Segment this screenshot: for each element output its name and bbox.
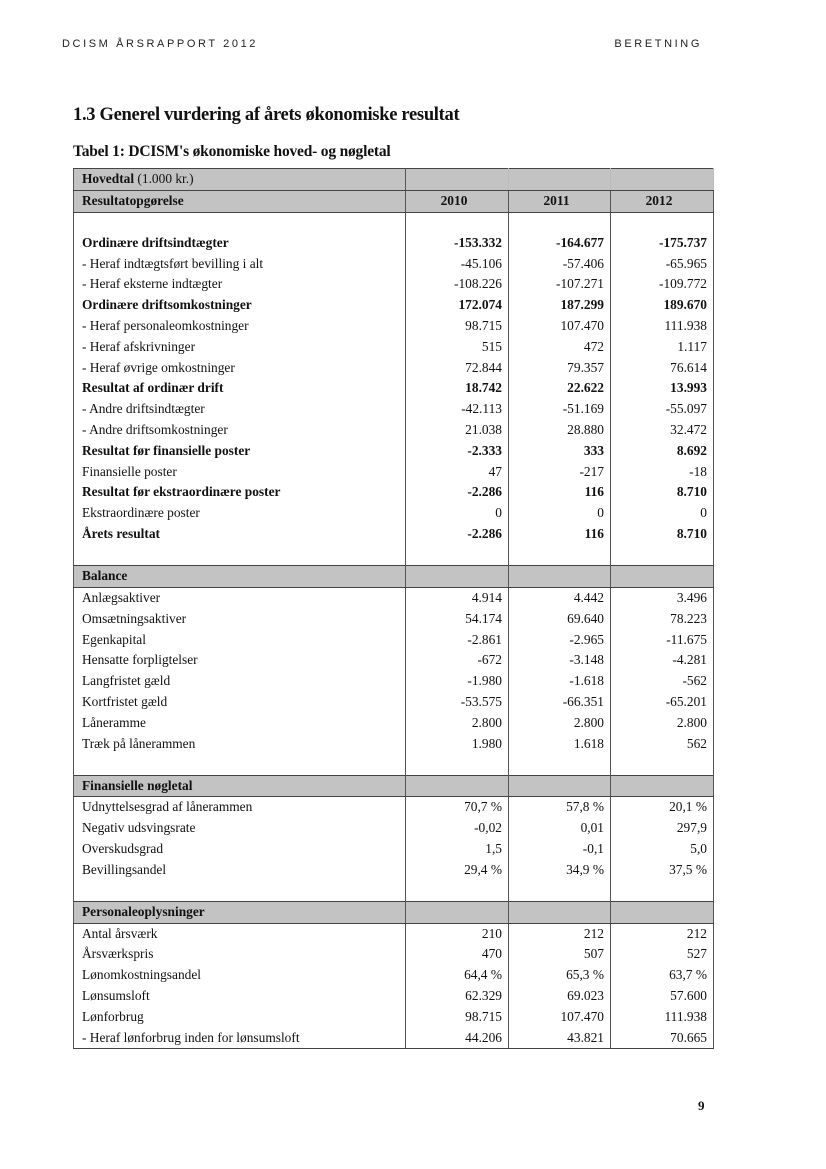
value-2010: 62.329 xyxy=(406,986,509,1007)
value-2011: -0,1 xyxy=(509,839,611,860)
section-header: Finansielle nøgletal xyxy=(74,775,406,797)
table-row xyxy=(74,944,714,965)
value-2011: 107.470 xyxy=(509,316,611,337)
table-row xyxy=(74,713,714,734)
value-2012: 562 xyxy=(611,734,714,755)
row-label: Langfristet gæld xyxy=(74,671,406,692)
value-2011: 4.442 xyxy=(509,587,611,608)
section-header: Balance xyxy=(74,566,406,588)
value-2010: 172.074 xyxy=(406,295,509,316)
row-label: - Heraf øvrige omkostninger xyxy=(74,358,406,379)
row-label: Finansielle poster xyxy=(74,462,406,483)
row-label: Lønomkostningsandel xyxy=(74,965,406,986)
value-2011: 34,9 % xyxy=(509,860,611,881)
value-2012: -4.281 xyxy=(611,650,714,671)
table-row xyxy=(74,986,714,1007)
value-2012: -18 xyxy=(611,462,714,483)
value-2012: 111.938 xyxy=(611,316,714,337)
table-row xyxy=(74,609,714,630)
value-2012: 78.223 xyxy=(611,609,714,630)
value-2010: 0 xyxy=(406,503,509,524)
table-row xyxy=(74,860,714,881)
row-label: Træk på lånerammen xyxy=(74,734,406,755)
value-2012: 1.117 xyxy=(611,337,714,358)
row-label: - Andre driftsindtægter xyxy=(74,399,406,420)
value-2012: 57.600 xyxy=(611,986,714,1007)
value-2011: 107.470 xyxy=(509,1007,611,1028)
table-row xyxy=(74,630,714,651)
value-2012: 297,9 xyxy=(611,818,714,839)
value-2012: -175.737 xyxy=(611,233,714,254)
row-label: - Heraf afskrivninger xyxy=(74,337,406,358)
table-row xyxy=(74,399,714,420)
table-row xyxy=(74,420,714,441)
table-row xyxy=(74,441,714,462)
value-2012: 32.472 xyxy=(611,420,714,441)
value-2011: 2.800 xyxy=(509,713,611,734)
table-title-bold: Hovedtal xyxy=(82,171,135,186)
value-2011: 79.357 xyxy=(509,358,611,379)
row-label: Udnyttelsesgrad af lånerammen xyxy=(74,797,406,818)
section-header-resultatopgorelse: Resultatopgørelse xyxy=(74,190,406,212)
value-2010: 70,7 % xyxy=(406,797,509,818)
value-2010: 1.980 xyxy=(406,734,509,755)
table-row xyxy=(74,358,714,379)
row-label: Kortfristet gæld xyxy=(74,692,406,713)
running-header-section: BERETNING xyxy=(614,38,702,50)
value-2010: 21.038 xyxy=(406,420,509,441)
value-2011: 212 xyxy=(509,923,611,944)
row-label: - Heraf indtægtsført bevilling i alt xyxy=(74,254,406,275)
value-2010: 47 xyxy=(406,462,509,483)
value-2011: 0 xyxy=(509,503,611,524)
spacer-row xyxy=(74,754,714,775)
row-label: Resultat af ordinær drift xyxy=(74,378,406,399)
table-row xyxy=(74,274,714,295)
value-2012: 13.993 xyxy=(611,378,714,399)
section-title: 1.3 Generel vurdering af årets økonomiske resultat xyxy=(73,105,460,125)
page-number: 9 xyxy=(698,1098,705,1113)
section-header: Personaleoplysninger xyxy=(74,901,406,923)
value-2012: -65.965 xyxy=(611,254,714,275)
row-label: Negativ udsvingsrate xyxy=(74,818,406,839)
value-2012: 527 xyxy=(611,944,714,965)
value-2012: 8.692 xyxy=(611,441,714,462)
table-row xyxy=(74,965,714,986)
row-label: Ordinære driftsomkostninger xyxy=(74,295,406,316)
value-2010: -672 xyxy=(406,650,509,671)
table-row xyxy=(74,734,714,755)
row-label: - Heraf personaleomkostninger xyxy=(74,316,406,337)
table-row xyxy=(74,295,714,316)
value-2012: 5,0 xyxy=(611,839,714,860)
row-label: - Andre driftsomkostninger xyxy=(74,420,406,441)
value-2011: 69.023 xyxy=(509,986,611,1007)
value-2011: 57,8 % xyxy=(509,797,611,818)
row-label: Lønsumsloft xyxy=(74,986,406,1007)
value-2011: 69.640 xyxy=(509,609,611,630)
table-row xyxy=(74,316,714,337)
value-2012: 111.938 xyxy=(611,1007,714,1028)
value-2010: 64,4 % xyxy=(406,965,509,986)
value-2010: 210 xyxy=(406,923,509,944)
table-row xyxy=(74,923,714,944)
value-2012: 8.710 xyxy=(611,524,714,545)
value-2011: -66.351 xyxy=(509,692,611,713)
table-title xyxy=(74,169,406,191)
row-label: Omsætningsaktiver xyxy=(74,609,406,630)
table-row xyxy=(74,337,714,358)
value-2011: 116 xyxy=(509,482,611,503)
table-row xyxy=(74,462,714,483)
table-row xyxy=(74,818,714,839)
value-2011: 43.821 xyxy=(509,1028,611,1049)
table-title-row xyxy=(74,169,714,191)
value-2011: 1.618 xyxy=(509,734,611,755)
value-2011: 116 xyxy=(509,524,611,545)
value-2010: -153.332 xyxy=(406,233,509,254)
section-header-row xyxy=(74,566,714,588)
value-2012: 63,7 % xyxy=(611,965,714,986)
value-2011: 28.880 xyxy=(509,420,611,441)
table-row xyxy=(74,1007,714,1028)
spacer-row xyxy=(74,881,714,902)
value-2012: -109.772 xyxy=(611,274,714,295)
value-2012: 20,1 % xyxy=(611,797,714,818)
row-label: - Heraf lønforbrug inden for lønsumsloft xyxy=(74,1028,406,1049)
value-2011: -2.965 xyxy=(509,630,611,651)
value-2010: -42.113 xyxy=(406,399,509,420)
value-2012: -55.097 xyxy=(611,399,714,420)
value-2010: -2.286 xyxy=(406,524,509,545)
value-2012: 8.710 xyxy=(611,482,714,503)
value-2011: -1.618 xyxy=(509,671,611,692)
table-row xyxy=(74,482,714,503)
value-2011: -164.677 xyxy=(509,233,611,254)
table-row xyxy=(74,839,714,860)
value-2012: 2.800 xyxy=(611,713,714,734)
table-row xyxy=(74,378,714,399)
value-2010: -0,02 xyxy=(406,818,509,839)
value-2012: 70.665 xyxy=(611,1028,714,1049)
value-2010: -45.106 xyxy=(406,254,509,275)
value-2010: 4.914 xyxy=(406,587,509,608)
value-2010: 44.206 xyxy=(406,1028,509,1049)
table-row xyxy=(74,692,714,713)
spacer-row xyxy=(74,212,714,233)
value-2011: 333 xyxy=(509,441,611,462)
table-row xyxy=(74,650,714,671)
value-2010: 29,4 % xyxy=(406,860,509,881)
table-row xyxy=(74,587,714,608)
row-label: Ordinære driftsindtægter xyxy=(74,233,406,254)
value-2012: 76.614 xyxy=(611,358,714,379)
value-2011: -57.406 xyxy=(509,254,611,275)
table-row xyxy=(74,233,714,254)
value-2010: 72.844 xyxy=(406,358,509,379)
value-2012: -65.201 xyxy=(611,692,714,713)
row-label: Årsværkspris xyxy=(74,944,406,965)
row-label: Overskudsgrad xyxy=(74,839,406,860)
row-label: Egenkapital xyxy=(74,630,406,651)
row-label: Lønforbrug xyxy=(74,1007,406,1028)
row-label: Anlægsaktiver xyxy=(74,587,406,608)
value-2010: -1.980 xyxy=(406,671,509,692)
value-2011: 0,01 xyxy=(509,818,611,839)
section-header-row xyxy=(74,901,714,923)
value-2012: 0 xyxy=(611,503,714,524)
value-2010: 54.174 xyxy=(406,609,509,630)
value-2010: 1,5 xyxy=(406,839,509,860)
table-row xyxy=(74,797,714,818)
value-2010: 470 xyxy=(406,944,509,965)
value-2012: -11.675 xyxy=(611,630,714,651)
value-2010: -2.333 xyxy=(406,441,509,462)
row-label: Årets resultat xyxy=(74,524,406,545)
value-2010: 18.742 xyxy=(406,378,509,399)
table-title-unit: (1.000 kr.) xyxy=(134,171,194,186)
row-label: Resultat før finansielle poster xyxy=(74,441,406,462)
value-2010: -2.861 xyxy=(406,630,509,651)
row-label: - Heraf eksterne indtægter xyxy=(74,274,406,295)
year-header: 2010 xyxy=(406,190,509,212)
value-2010: 2.800 xyxy=(406,713,509,734)
running-header-title: DCISM ÅRSRAPPORT 2012 xyxy=(62,38,259,50)
table-row xyxy=(74,254,714,275)
value-2010: 98.715 xyxy=(406,1007,509,1028)
value-2012: 212 xyxy=(611,923,714,944)
row-label: Hensatte forpligtelser xyxy=(74,650,406,671)
year-header-row xyxy=(74,190,714,212)
row-label: Antal årsværk xyxy=(74,923,406,944)
table-caption: Tabel 1: DCISM's økonomiske hoved- og nøgletal xyxy=(73,143,391,160)
value-2010: 515 xyxy=(406,337,509,358)
value-2011: -51.169 xyxy=(509,399,611,420)
value-2011: -107.271 xyxy=(509,274,611,295)
value-2012: 37,5 % xyxy=(611,860,714,881)
value-2011: 65,3 % xyxy=(509,965,611,986)
financial-key-figures-table xyxy=(73,168,714,1049)
value-2010: -108.226 xyxy=(406,274,509,295)
value-2011: 507 xyxy=(509,944,611,965)
table-row xyxy=(74,1028,714,1049)
value-2012: 3.496 xyxy=(611,587,714,608)
spacer-row xyxy=(74,545,714,566)
value-2011: 187.299 xyxy=(509,295,611,316)
value-2012: -562 xyxy=(611,671,714,692)
row-label: Resultat før ekstraordinære poster xyxy=(74,482,406,503)
year-header: 2011 xyxy=(509,190,611,212)
value-2011: -3.148 xyxy=(509,650,611,671)
value-2010: 98.715 xyxy=(406,316,509,337)
value-2011: -217 xyxy=(509,462,611,483)
value-2011: 22.622 xyxy=(509,378,611,399)
value-2011: 472 xyxy=(509,337,611,358)
table-row xyxy=(74,524,714,545)
value-2010: -2.286 xyxy=(406,482,509,503)
year-header: 2012 xyxy=(611,190,714,212)
row-label: Ekstraordinære poster xyxy=(74,503,406,524)
table-row xyxy=(74,503,714,524)
row-label: Låneramme xyxy=(74,713,406,734)
value-2012: 189.670 xyxy=(611,295,714,316)
section-header-row xyxy=(74,775,714,797)
value-2010: -53.575 xyxy=(406,692,509,713)
table-row xyxy=(74,671,714,692)
row-label: Bevillingsandel xyxy=(74,860,406,881)
